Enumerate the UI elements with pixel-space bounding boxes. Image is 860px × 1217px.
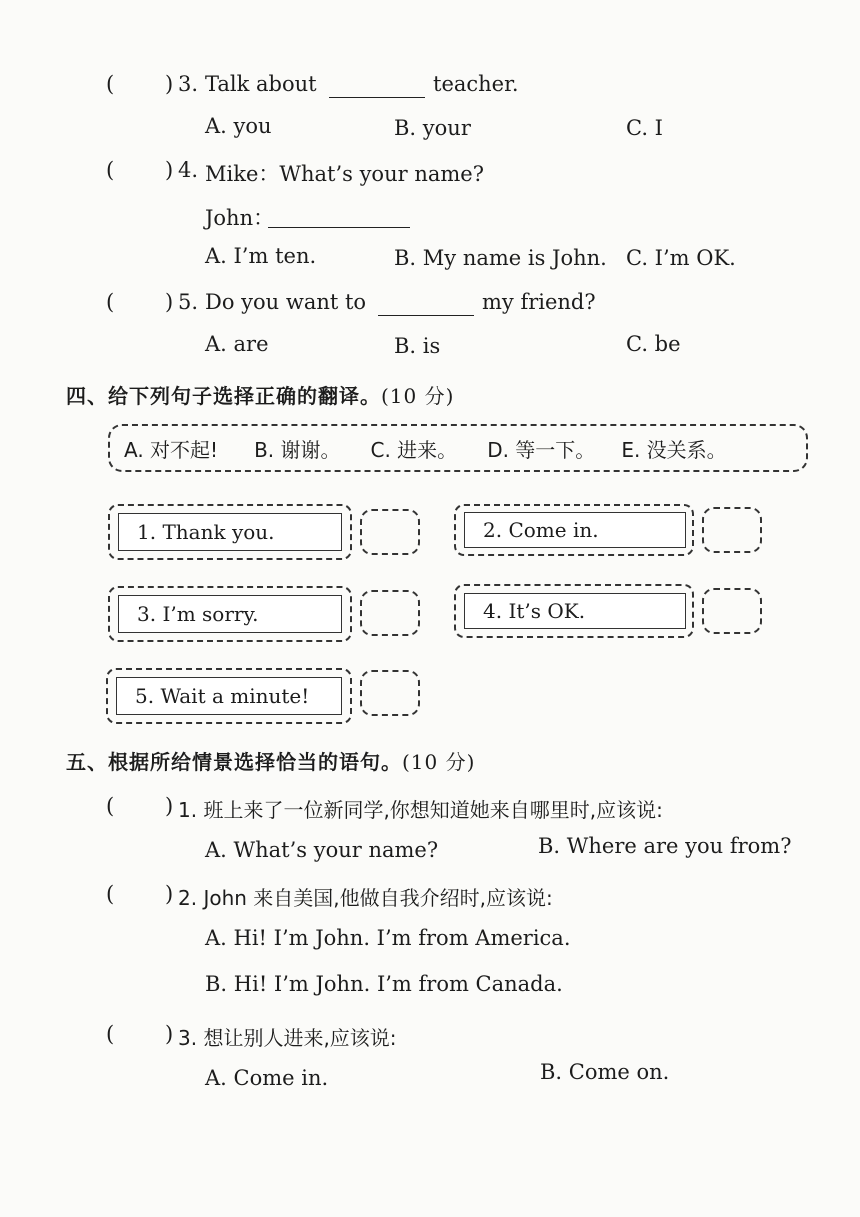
translation-option-a: A. 对不起!	[124, 437, 219, 462]
answer-paren-close: )	[165, 290, 174, 314]
option-c: C. be	[626, 332, 681, 356]
option-b: B. Come on.	[540, 1060, 670, 1084]
section-score: (10 分)	[402, 750, 476, 774]
section-heading-5	[66, 746, 475, 775]
option-a: A. are	[205, 332, 269, 356]
sentence-text: 3. I’m sorry.	[118, 595, 342, 633]
section-title: 五、根据所给情景选择恰当的语句。	[66, 750, 402, 774]
option-b: B. Where are you from?	[538, 834, 792, 858]
option-c: C. I’m OK.	[626, 246, 736, 270]
answer-paren-close: )	[165, 158, 174, 182]
fill-blank[interactable]	[329, 96, 425, 98]
translation-option-b: B. 谢谢。	[254, 437, 341, 462]
question-number: 4.	[178, 158, 199, 182]
question-line-1: Mike：What’s your name?	[205, 162, 484, 186]
answer-paren-open[interactable]: (	[106, 882, 115, 906]
answer-paren-open[interactable]: (	[106, 72, 115, 96]
option-a: A. Come in.	[205, 1066, 329, 1090]
option-b: B. your	[394, 116, 471, 140]
translation-option-e: E. 没关系。	[621, 437, 727, 462]
option-a: A. Hi! I’m John. I’m from America.	[205, 926, 571, 950]
answer-paren-open[interactable]: (	[106, 1022, 115, 1046]
answer-paren-open[interactable]: (	[106, 158, 115, 182]
question-text: 3. 想让别人进来,应该说:	[178, 1026, 397, 1050]
question-text-before: Do you want to	[205, 290, 367, 314]
option-a: A. you	[205, 114, 272, 138]
answer-box[interactable]	[702, 507, 762, 553]
answer-box[interactable]	[702, 588, 762, 634]
question-line-2: John：	[205, 206, 275, 230]
option-b: B. My name is John.	[394, 246, 607, 270]
section-heading-4	[66, 380, 454, 409]
question-text: 2. John 来自美国,他做自我介绍时,应该说:	[178, 886, 553, 910]
fill-blank[interactable]	[268, 226, 410, 228]
question-number: 3.	[178, 72, 199, 96]
option-a: A. I’m ten.	[205, 244, 317, 268]
fill-blank[interactable]	[378, 314, 474, 316]
translation-option-d: D. 等一下。	[487, 437, 596, 462]
answer-box[interactable]	[360, 509, 420, 555]
answer-paren-close: )	[165, 1022, 174, 1046]
option-c: C. I	[626, 116, 663, 140]
answer-paren-close: )	[165, 794, 174, 818]
option-a: A. What’s your name?	[205, 838, 439, 862]
answer-paren-close: )	[165, 72, 174, 96]
question-number: 5.	[178, 290, 199, 314]
sentence-text: 5. Wait a minute!	[116, 677, 342, 715]
translation-option-c: C. 进来。	[370, 437, 458, 462]
answer-paren-open[interactable]: (	[106, 794, 115, 818]
question-text-after: my friend?	[482, 290, 596, 314]
option-b: B. Hi! I’m John. I’m from Canada.	[205, 972, 563, 996]
question-text-after: teacher.	[433, 72, 519, 96]
question-text: 1. 班上来了一位新同学,你想知道她来自哪里时,应该说:	[178, 798, 663, 822]
sentence-text: 4. It’s OK.	[464, 593, 686, 629]
answer-box[interactable]	[360, 590, 420, 636]
section-title: 四、给下列句子选择正确的翻译。	[66, 384, 381, 408]
answer-box[interactable]	[360, 670, 420, 716]
answer-paren-open[interactable]: (	[106, 290, 115, 314]
sentence-text: 1. Thank you.	[118, 513, 342, 551]
answer-paren-close: )	[165, 882, 174, 906]
option-b: B. is	[394, 334, 441, 358]
sentence-text: 2. Come in.	[464, 512, 686, 548]
question-text-before: Talk about	[205, 72, 317, 96]
section-score: (10 分)	[381, 384, 455, 408]
translation-options-bar	[108, 424, 808, 472]
